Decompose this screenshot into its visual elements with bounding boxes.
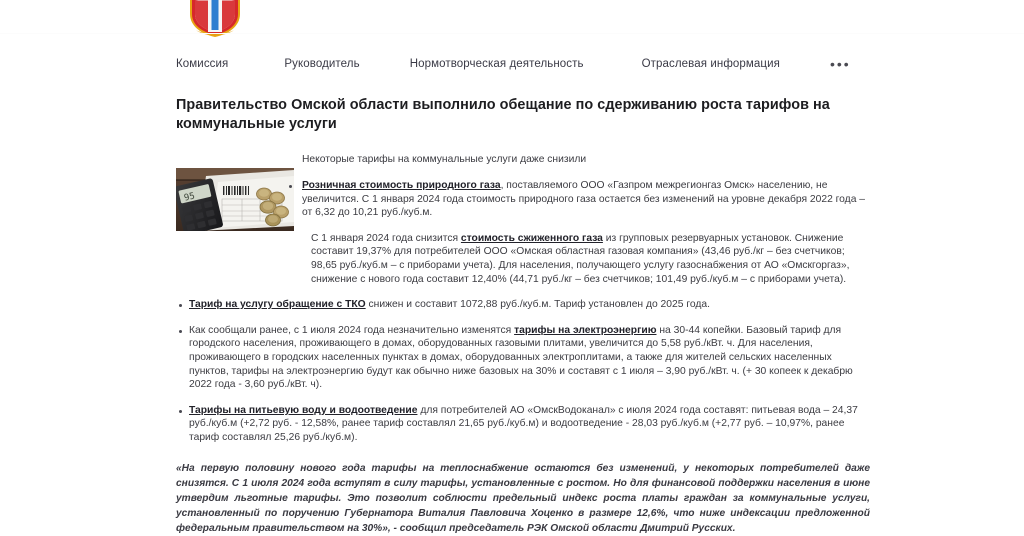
list-item-solid-waste	[176, 298, 870, 312]
list-item-electricity	[176, 324, 870, 392]
list-item-water	[176, 404, 870, 445]
list-item-lead-text: С 1 января 2024 года снизится	[311, 232, 461, 244]
article-thumbnail-image[interactable]	[176, 168, 294, 231]
link-tko-tariff[interactable]: Тариф на услугу обращение с ТКО	[189, 299, 366, 311]
link-electricity-tariffs[interactable]: тарифы на электроэнергию	[514, 324, 657, 336]
official-quote: «На первую половину нового года тарифы на теплоснабжение остаются без изменений, у некоторых потребителей даже снизятся. С 1 июля 2024 года вступят в силу тарифы, установленные с ростом. Но для финансовой поддержки населения в июне утвердим льготные тарифы. Это позволит соблюсти предельный индекс роста платы граждан за коммунальные услуги, установленный по поручению Губернатора Виталия Павловича Хоценко в размере 12,6%, что ниже индексации предложенной федеральным правительством на 30%», - сообщил председатель РЭК Омской области Дмитрий Русских.	[176, 462, 870, 534]
page-title: Правительство Омской области выполнило обещание по сдерживанию роста тарифов на коммунальные услуги	[176, 97, 830, 132]
list-item-natural-gas	[286, 179, 870, 220]
list-item-text: для потребителей АО «ОмскВодоканал» с июля 2024 года составят: питьевая вода – 24,37 руб./куб.м (+2,72 руб. - 12,58%, ранее тариф составлял 21,65 руб./куб.м) и водоотведение - 28,03 руб./куб.м (+2,77 руб. – 10,97%, ранее тариф составлял 25,26 руб./куб.м).	[189, 404, 858, 443]
article-lede: Некоторые тарифы на коммунальные услуги даже снизили	[302, 154, 587, 165]
nav-item-regulatory-activity[interactable]: Нормотворческая деятельность	[409, 58, 584, 70]
svg-text:95: 95	[183, 191, 196, 204]
list-item-text: из групповых резервуарных установок. Снижение составит 19,37% для потребителей ООО «Омская областная газовая компания» (43,46 руб./кг – без счетчиков; 98,65 руб./куб.м – с приборами учета). Для населения, получающего услугу газоснабжения от АО «Омскгоргаз», снижение с нового года составит 12,40% (44,71 руб./кг – без счетчиков; 101,49 руб./куб.м – с приборами учета).	[311, 232, 850, 285]
link-water-tariffs[interactable]: Тарифы на питьевую воду и водоотведение	[189, 404, 418, 416]
list-item-liquefied-gas	[298, 232, 870, 286]
link-natural-gas-retail-price[interactable]: Розничная стоимость природного газа	[302, 180, 501, 191]
site-header	[0, 0, 1024, 38]
list-item-text: снижен и составит 1072,88 руб./куб.м. Тариф установлен до 2025 года.	[365, 299, 710, 311]
nav-item-head[interactable]: Руководитель	[284, 58, 360, 70]
link-liquefied-gas-price[interactable]: стоимость сжиженного газа	[460, 232, 603, 244]
nav-more-icon[interactable]: •••	[829, 56, 851, 72]
article-body	[176, 153, 870, 536]
list-item-text: , поставляемого ООО «Газпром межрегионгаз Омск» населению, не увеличится. С 1 января 2024 года стоимость природного газа остается без изменений на уровне декабря 2022 года – от 6,32 до 10,21 руб./куб.м.	[302, 180, 866, 219]
list-item-lead-text: Как сообщали ранее, с 1 июля 2024 года незначительно изменятся	[189, 324, 515, 336]
main-navigation	[176, 58, 876, 70]
header-divider	[0, 33, 1024, 34]
news-article	[176, 96, 870, 536]
list-item-text: на 30-44 копейки. Базовый тариф для городского населения, проживающего в домах, оборудованных газовыми плитами, увеличится до 5,58 руб./кВт. ч. Для населения, проживающего в городских населенных пунктах в домах, оборудованных электроплитами, а также для жителей сельских населенных пунктов, тарифы на электроэнергию будут как обычно ниже базовых на 30% и составят с 1 июля – 3,90 руб./кВт. ч. (+ 30 копеек к декабрю 2022 года - 3,60 руб./кВт. ч).	[189, 324, 853, 391]
nav-item-industry-information[interactable]: Отраслевая информация	[641, 58, 780, 70]
nav-item-commission[interactable]: Комиссия	[176, 58, 229, 70]
